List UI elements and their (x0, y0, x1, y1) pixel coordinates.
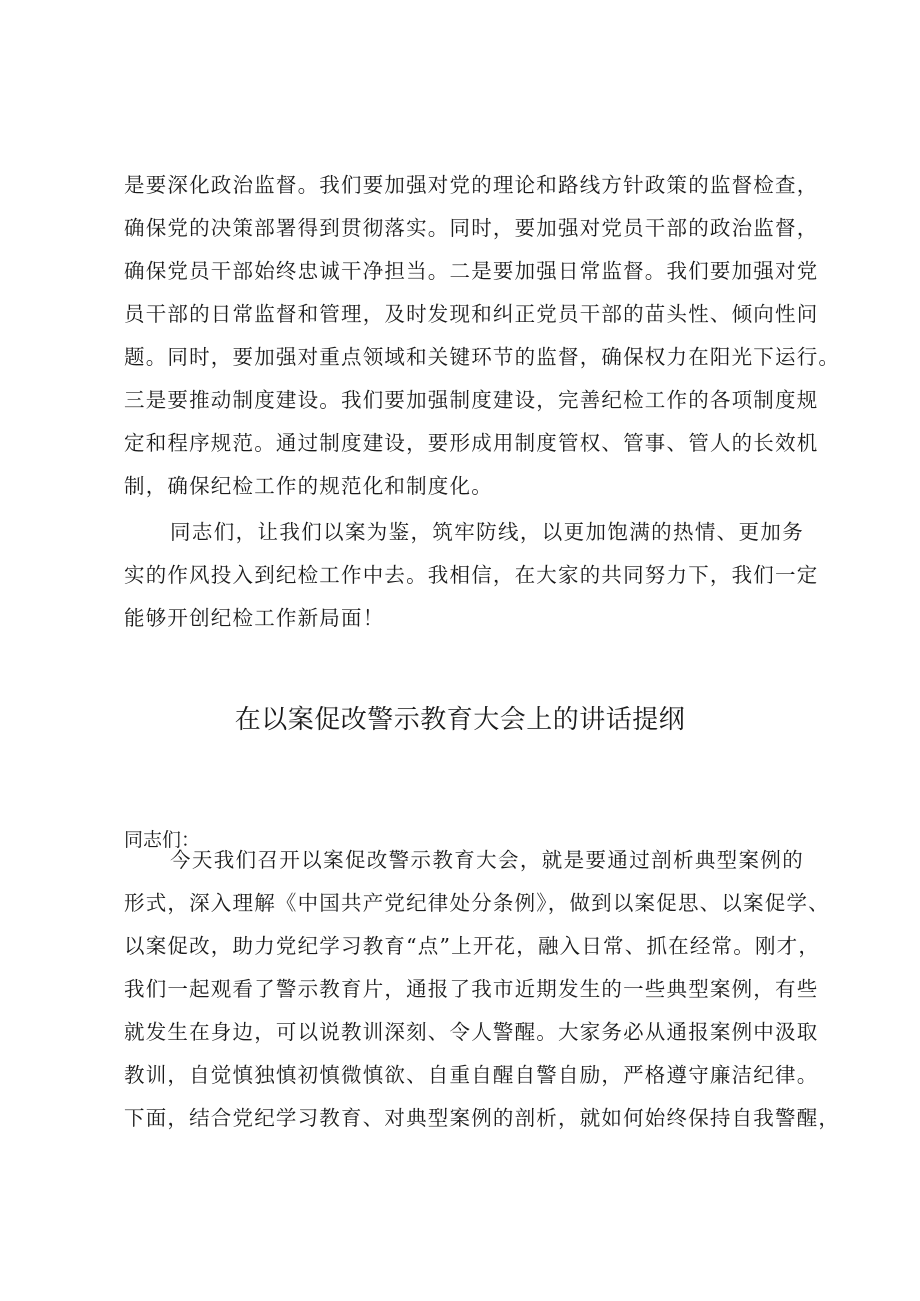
text-line: 是要深化政治监督。我们要加强对党的理论和路线方针政策的监督检查， (124, 173, 819, 197)
text-line: 同志们，让我们以案为鉴，筑牢防线，以更加饱满的热情、更加务 (170, 520, 804, 544)
text-line: 就发生在身边，可以说教训深刻、令人警醒。大家务必从通报案例中汲取 (124, 1020, 819, 1044)
text-line: 确保党的决策部署得到贯彻落实。同时，要加强对党员干部的政治监督， (124, 216, 819, 240)
salutation: 同志们： (124, 829, 201, 851)
text-line: 以案促改，助力党纪学习教育“点”上开花，融入日常、抓在经常。刚才， (124, 934, 821, 958)
text-line: 我们一起观看了警示教育片，通报了我市近期发生的一些典型案例，有些 (124, 977, 819, 1001)
text-line: 定和程序规范。通过制度建设，要形成用制度管权、管事、管人的长效机 (124, 431, 819, 455)
text-line: 下面，结合党纪学习教育、对典型案例的剖析，就如何始终保持自我警醒， (124, 1106, 841, 1130)
text-line: 能够开创纪检工作新局面！ (124, 606, 385, 630)
text-line: 今天我们召开以案促改警示教育大会，就是要通过剖析典型案例的 (170, 848, 804, 872)
text-line: 制，确保纪检工作的规范化和制度化。 (124, 474, 493, 498)
text-line: 三是要推动制度建设。我们要加强制度建设，完善纪检工作的各项制度规 (124, 388, 819, 412)
text-line: 实的作风投入到纪检工作中去。我相信，在大家的共同努力下，我们一定 (124, 563, 819, 587)
document-title: 在以案促改警示教育大会上的讲话提纲 (234, 705, 686, 735)
text-line: 员干部的日常监督和管理，及时发现和纠正党员干部的苗头性、倾向性问 (124, 302, 819, 326)
text-line: 形式，深入理解《中国共产党纪律处分条例》，做到以案促思、以案促学、 (124, 891, 830, 915)
text-line: 题。同时，要加强对重点领域和关键环节的监督，确保权力在阳光下运行。 (124, 345, 841, 369)
text-line: 教训，自觉慎独慎初慎微慎欲、自重自醒自警自励，严格遵守廉洁纪律。 (124, 1063, 819, 1087)
text-line: 确保党员干部始终忠诚干净担当。二是要加强日常监督。我们要加强对党 (124, 259, 819, 283)
